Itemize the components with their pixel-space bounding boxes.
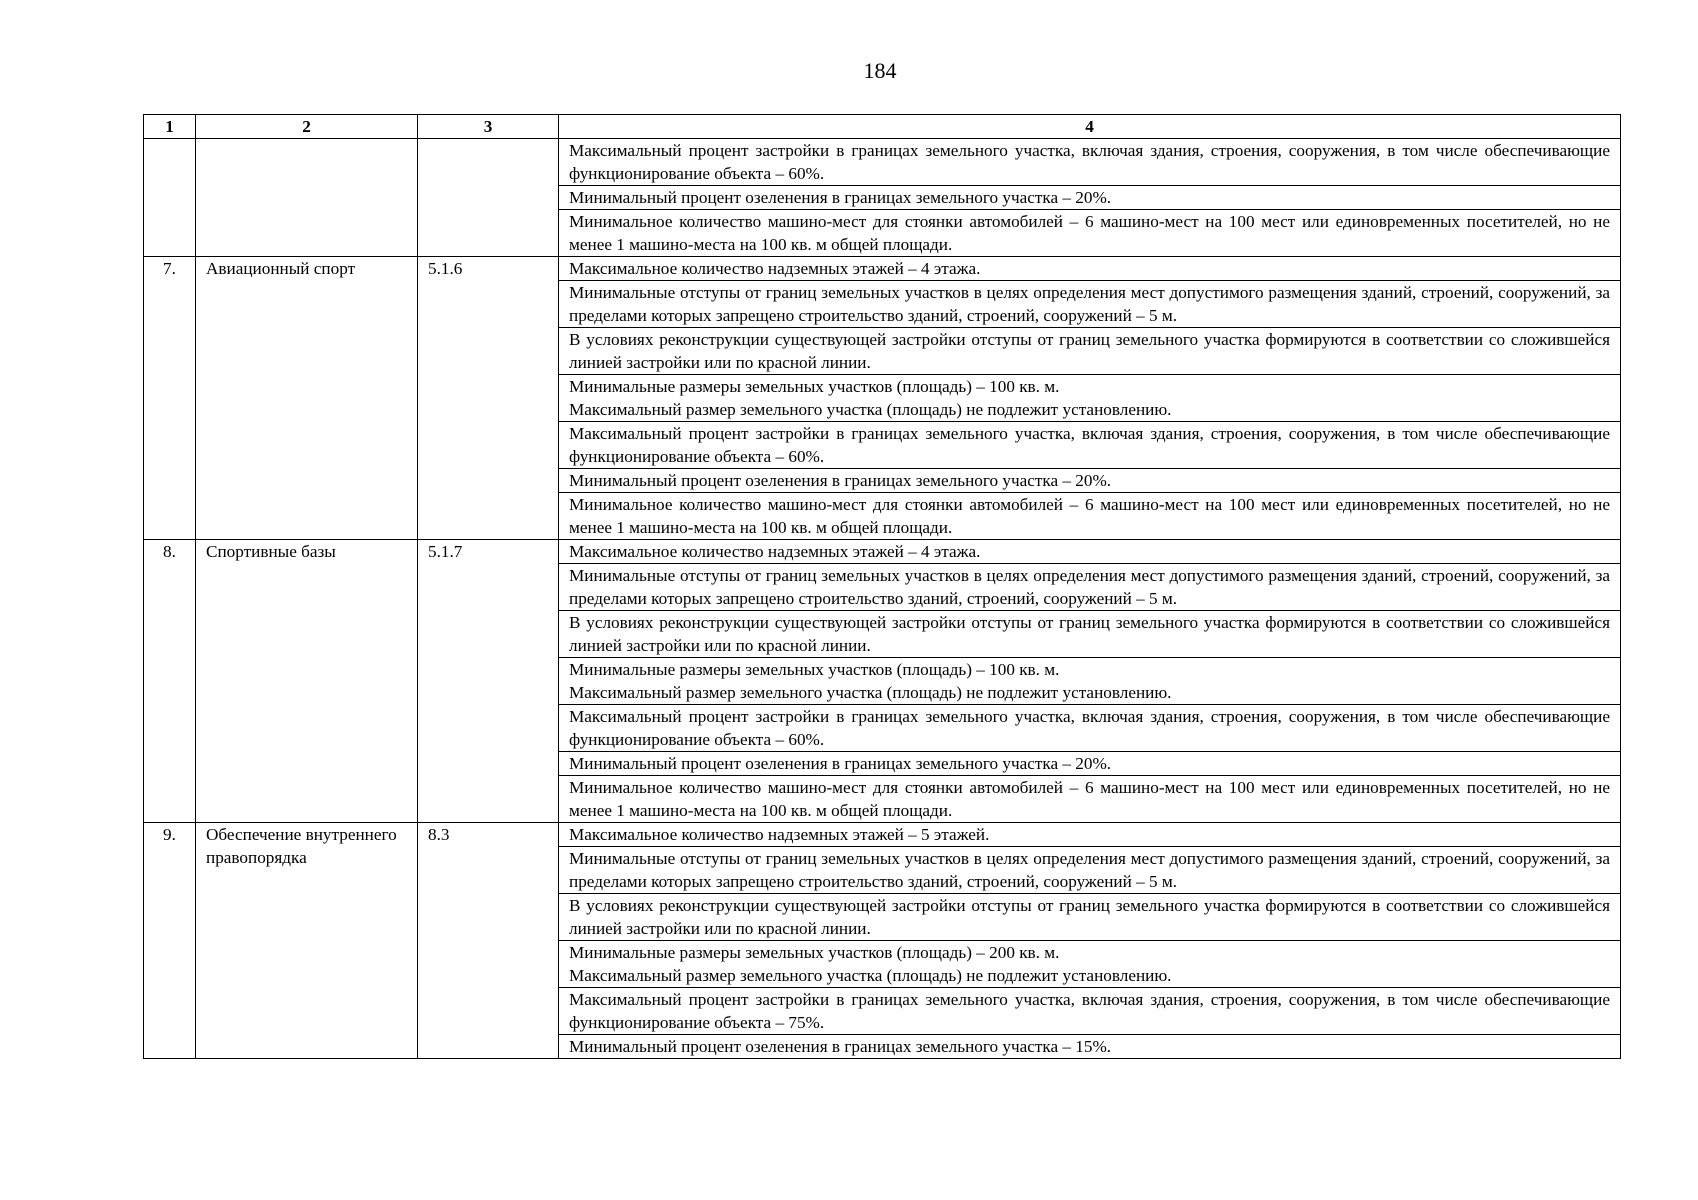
requirement-cell: Минимальные отступы от границ земельных участков в целях определения мест допустимого размещения зданий, строений, сооружений, за пределами которых запрещено строительство зданий, строений, сооружений – 5 м. xyxy=(559,281,1621,328)
column-header-2: 2 xyxy=(196,115,418,139)
requirement-cell: Максимальное количество надземных этажей – 5 этажей. xyxy=(559,823,1621,847)
requirement-cell: Минимальный процент озеленения в границах земельного участка – 15%. xyxy=(559,1035,1621,1059)
requirement-cell xyxy=(559,658,1621,705)
header-row xyxy=(144,115,1621,139)
requirement-cell xyxy=(559,375,1621,422)
requirement-cell: Минимальный процент озеленения в границах земельного участка – 20%. xyxy=(559,752,1621,776)
table-body xyxy=(144,139,1621,1059)
row-number: 7. xyxy=(144,257,196,540)
requirement-cell: Минимальный процент озеленения в границах земельного участка – 20%. xyxy=(559,186,1621,210)
row-number: 8. xyxy=(144,540,196,823)
table-row xyxy=(144,540,1621,564)
column-header-3: 3 xyxy=(418,115,559,139)
use-type-code: 8.3 xyxy=(418,823,559,1059)
page-number: 184 xyxy=(863,58,897,83)
table-row xyxy=(144,139,1621,186)
use-type-code: 5.1.6 xyxy=(418,257,559,540)
requirement-cell: В условиях реконструкции существующей застройки отступы от границ земельного участка формируются в соответствии со сложившейся линией застройки или по красной линии. xyxy=(559,328,1621,375)
requirement-cell: Максимальный процент застройки в границах земельного участка, включая здания, строения, сооружения, в том числе обеспечивающие функционирование объекта – 60%. xyxy=(559,705,1621,752)
use-type-code: 5.1.7 xyxy=(418,540,559,823)
requirement-line: Минимальные размеры земельных участков (площадь) – 200 кв. м. xyxy=(569,943,1060,962)
requirement-cell: Минимальные отступы от границ земельных участков в целях определения мест допустимого размещения зданий, строений, сооружений, за пределами которых запрещено строительство зданий, строений, сооружений – 5 м. xyxy=(559,847,1621,894)
requirement-cell: Максимальный процент застройки в границах земельного участка, включая здания, строения, сооружения, в том числе обеспечивающие функционирование объекта – 75%. xyxy=(559,988,1621,1035)
column-header-4: 4 xyxy=(559,115,1621,139)
requirement-cell: Минимальный процент озеленения в границах земельного участка – 20%. xyxy=(559,469,1621,493)
row-number xyxy=(144,139,196,257)
table-row xyxy=(144,823,1621,847)
requirement-line: Минимальные размеры земельных участков (площадь) – 100 кв. м. xyxy=(569,377,1060,396)
requirement-line: Максимальный размер земельного участка (площадь) не подлежит установлению. xyxy=(569,400,1172,419)
use-type-name: Авиационный спорт xyxy=(196,257,418,540)
requirement-cell: Минимальные отступы от границ земельных участков в целях определения мест допустимого размещения зданий, строений, сооружений, за пределами которых запрещено строительство зданий, строений, сооружений – 5 м. xyxy=(559,564,1621,611)
requirement-cell: Максимальный процент застройки в границах земельного участка, включая здания, строения, сооружения, в том числе обеспечивающие функционирование объекта – 60%. xyxy=(559,422,1621,469)
requirement-line: Максимальный размер земельного участка (площадь) не подлежит установлению. xyxy=(569,683,1172,702)
row-number: 9. xyxy=(144,823,196,1059)
requirement-cell: Максимальное количество надземных этажей – 4 этажа. xyxy=(559,257,1621,281)
requirement-cell: Минимальное количество машино-мест для стоянки автомобилей – 6 машино-мест на 100 мест или единовременных посетителей, но не менее 1 машино-места на 100 кв. м общей площади. xyxy=(559,210,1621,257)
regulations-table xyxy=(143,114,1621,1059)
requirement-line: Максимальный размер земельного участка (площадь) не подлежит установлению. xyxy=(569,966,1172,985)
requirement-cell: Минимальное количество машино-мест для стоянки автомобилей – 6 машино-мест на 100 мест или единовременных посетителей, но не менее 1 машино-места на 100 кв. м общей площади. xyxy=(559,493,1621,540)
table-row xyxy=(144,257,1621,281)
use-type-name: Обеспечение внутреннего правопорядка xyxy=(196,823,418,1059)
requirement-cell xyxy=(559,941,1621,988)
requirement-cell: В условиях реконструкции существующей застройки отступы от границ земельного участка формируются в соответствии со сложившейся линией застройки или по красной линии. xyxy=(559,894,1621,941)
requirement-cell: В условиях реконструкции существующей застройки отступы от границ земельного участка формируются в соответствии со сложившейся линией застройки или по красной линии. xyxy=(559,611,1621,658)
requirement-cell: Максимальное количество надземных этажей – 4 этажа. xyxy=(559,540,1621,564)
column-header-1: 1 xyxy=(144,115,196,139)
use-type-name: Спортивные базы xyxy=(196,540,418,823)
requirement-line: Минимальные размеры земельных участков (площадь) – 100 кв. м. xyxy=(569,660,1060,679)
requirement-cell: Максимальный процент застройки в границах земельного участка, включая здания, строения, сооружения, в том числе обеспечивающие функционирование объекта – 60%. xyxy=(559,139,1621,186)
requirement-cell: Минимальное количество машино-мест для стоянки автомобилей – 6 машино-мест на 100 мест или единовременных посетителей, но не менее 1 машино-места на 100 кв. м общей площади. xyxy=(559,776,1621,823)
use-type-code xyxy=(418,139,559,257)
use-type-name xyxy=(196,139,418,257)
